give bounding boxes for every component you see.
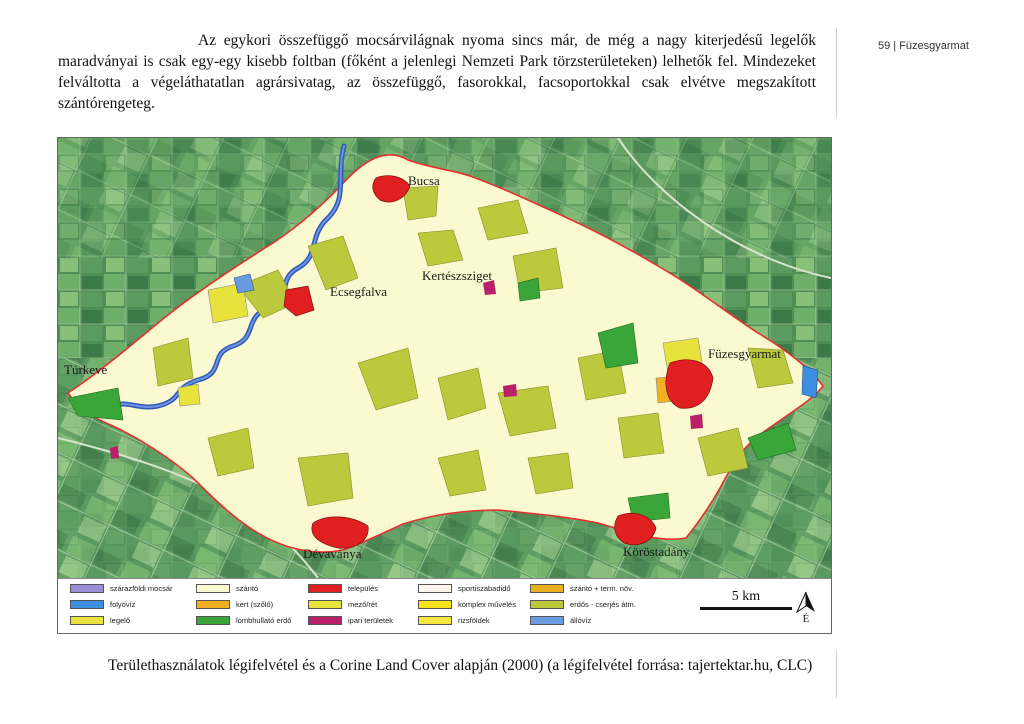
legend-item: kert (szőlő) [196,600,273,609]
land-use-figure [57,137,832,634]
intro-text: Az egykori összefüggő mocsárvilágnak nyoma sincs már, de még a nagy kiterjedésű legelők maradványai is csak egy-egy kisebb foltban (főként a jelenlegi Nemzeti Park törzsterületeken) lelhetők fel. Mindezeket felváltotta a végeláthatatlan agrársivatag, az összefüggő, fasorokkal, facsoportokkal csak elvétve megszakított szántórengeteg. [58,32,816,112]
place-bucsa: Bucsa [408,173,440,188]
place-kerteszsziget: Kertészsziget [422,268,493,283]
legend-item: település [308,584,378,593]
legend-item: szántó + term. növ. [530,584,633,593]
legend-swatch [70,616,104,625]
legend-swatch [70,584,104,593]
place-turkeve: Túrkeve [64,362,108,377]
legend-item: rizsföldek [418,616,490,625]
map-legend [58,578,831,634]
page-number-label: 59 | Füzesgyarmat [878,40,969,52]
legend-swatch [418,600,452,609]
legend-swatch [418,616,452,625]
figure-caption [108,655,814,676]
legend-swatch [308,616,342,625]
place-ecsegfalva: Ecsegfalva [330,284,388,299]
legend-swatch [308,600,342,609]
legend-swatch [196,616,230,625]
north-label: É [802,613,810,625]
place-fuzesgyarmat: Füzesgyarmat [708,346,781,361]
margin-divider-bottom [836,650,837,698]
scale-bar [686,589,806,610]
legend-item: ipari területek [308,616,393,625]
legend-swatch [196,600,230,609]
intro-paragraph [58,30,816,114]
legend-swatch [418,584,452,593]
land-use-map [58,138,831,578]
north-arrow-icon [794,591,818,613]
caption-text: Területhasználatok légifelvétel és a Corine Land Cover alapján (2000) (a légifelvétel forrása: tajertektar.hu, CLC) [108,657,813,674]
legend-swatch [530,600,564,609]
scale-label: 5 km [731,589,761,604]
legend-item: komplex művelés [418,600,516,609]
place-koroslados: Köröstadány [623,544,690,559]
legend-item: szárazföldi mocsár [70,584,173,593]
scale-line [700,607,792,610]
legend-swatch [70,600,104,609]
place-devavanya: Dévaványa [303,546,362,561]
legend-item: szántó [196,584,258,593]
legend-item: sportiszabadidő [418,584,511,593]
legend-item: folyóvíz [70,600,135,609]
legend-item: állóvíz [530,616,591,625]
legend-item: erdős - cserjés átm. [530,600,636,609]
legend-item: legelő [70,616,130,625]
legend-swatch [308,584,342,593]
legend-swatch [530,616,564,625]
legend-swatch [196,584,230,593]
legend-item: mező/rét [308,600,377,609]
north-arrow [794,591,818,629]
margin-divider [836,28,837,118]
legend-swatch [530,584,564,593]
legend-item: lombhullató erdő [196,616,291,625]
